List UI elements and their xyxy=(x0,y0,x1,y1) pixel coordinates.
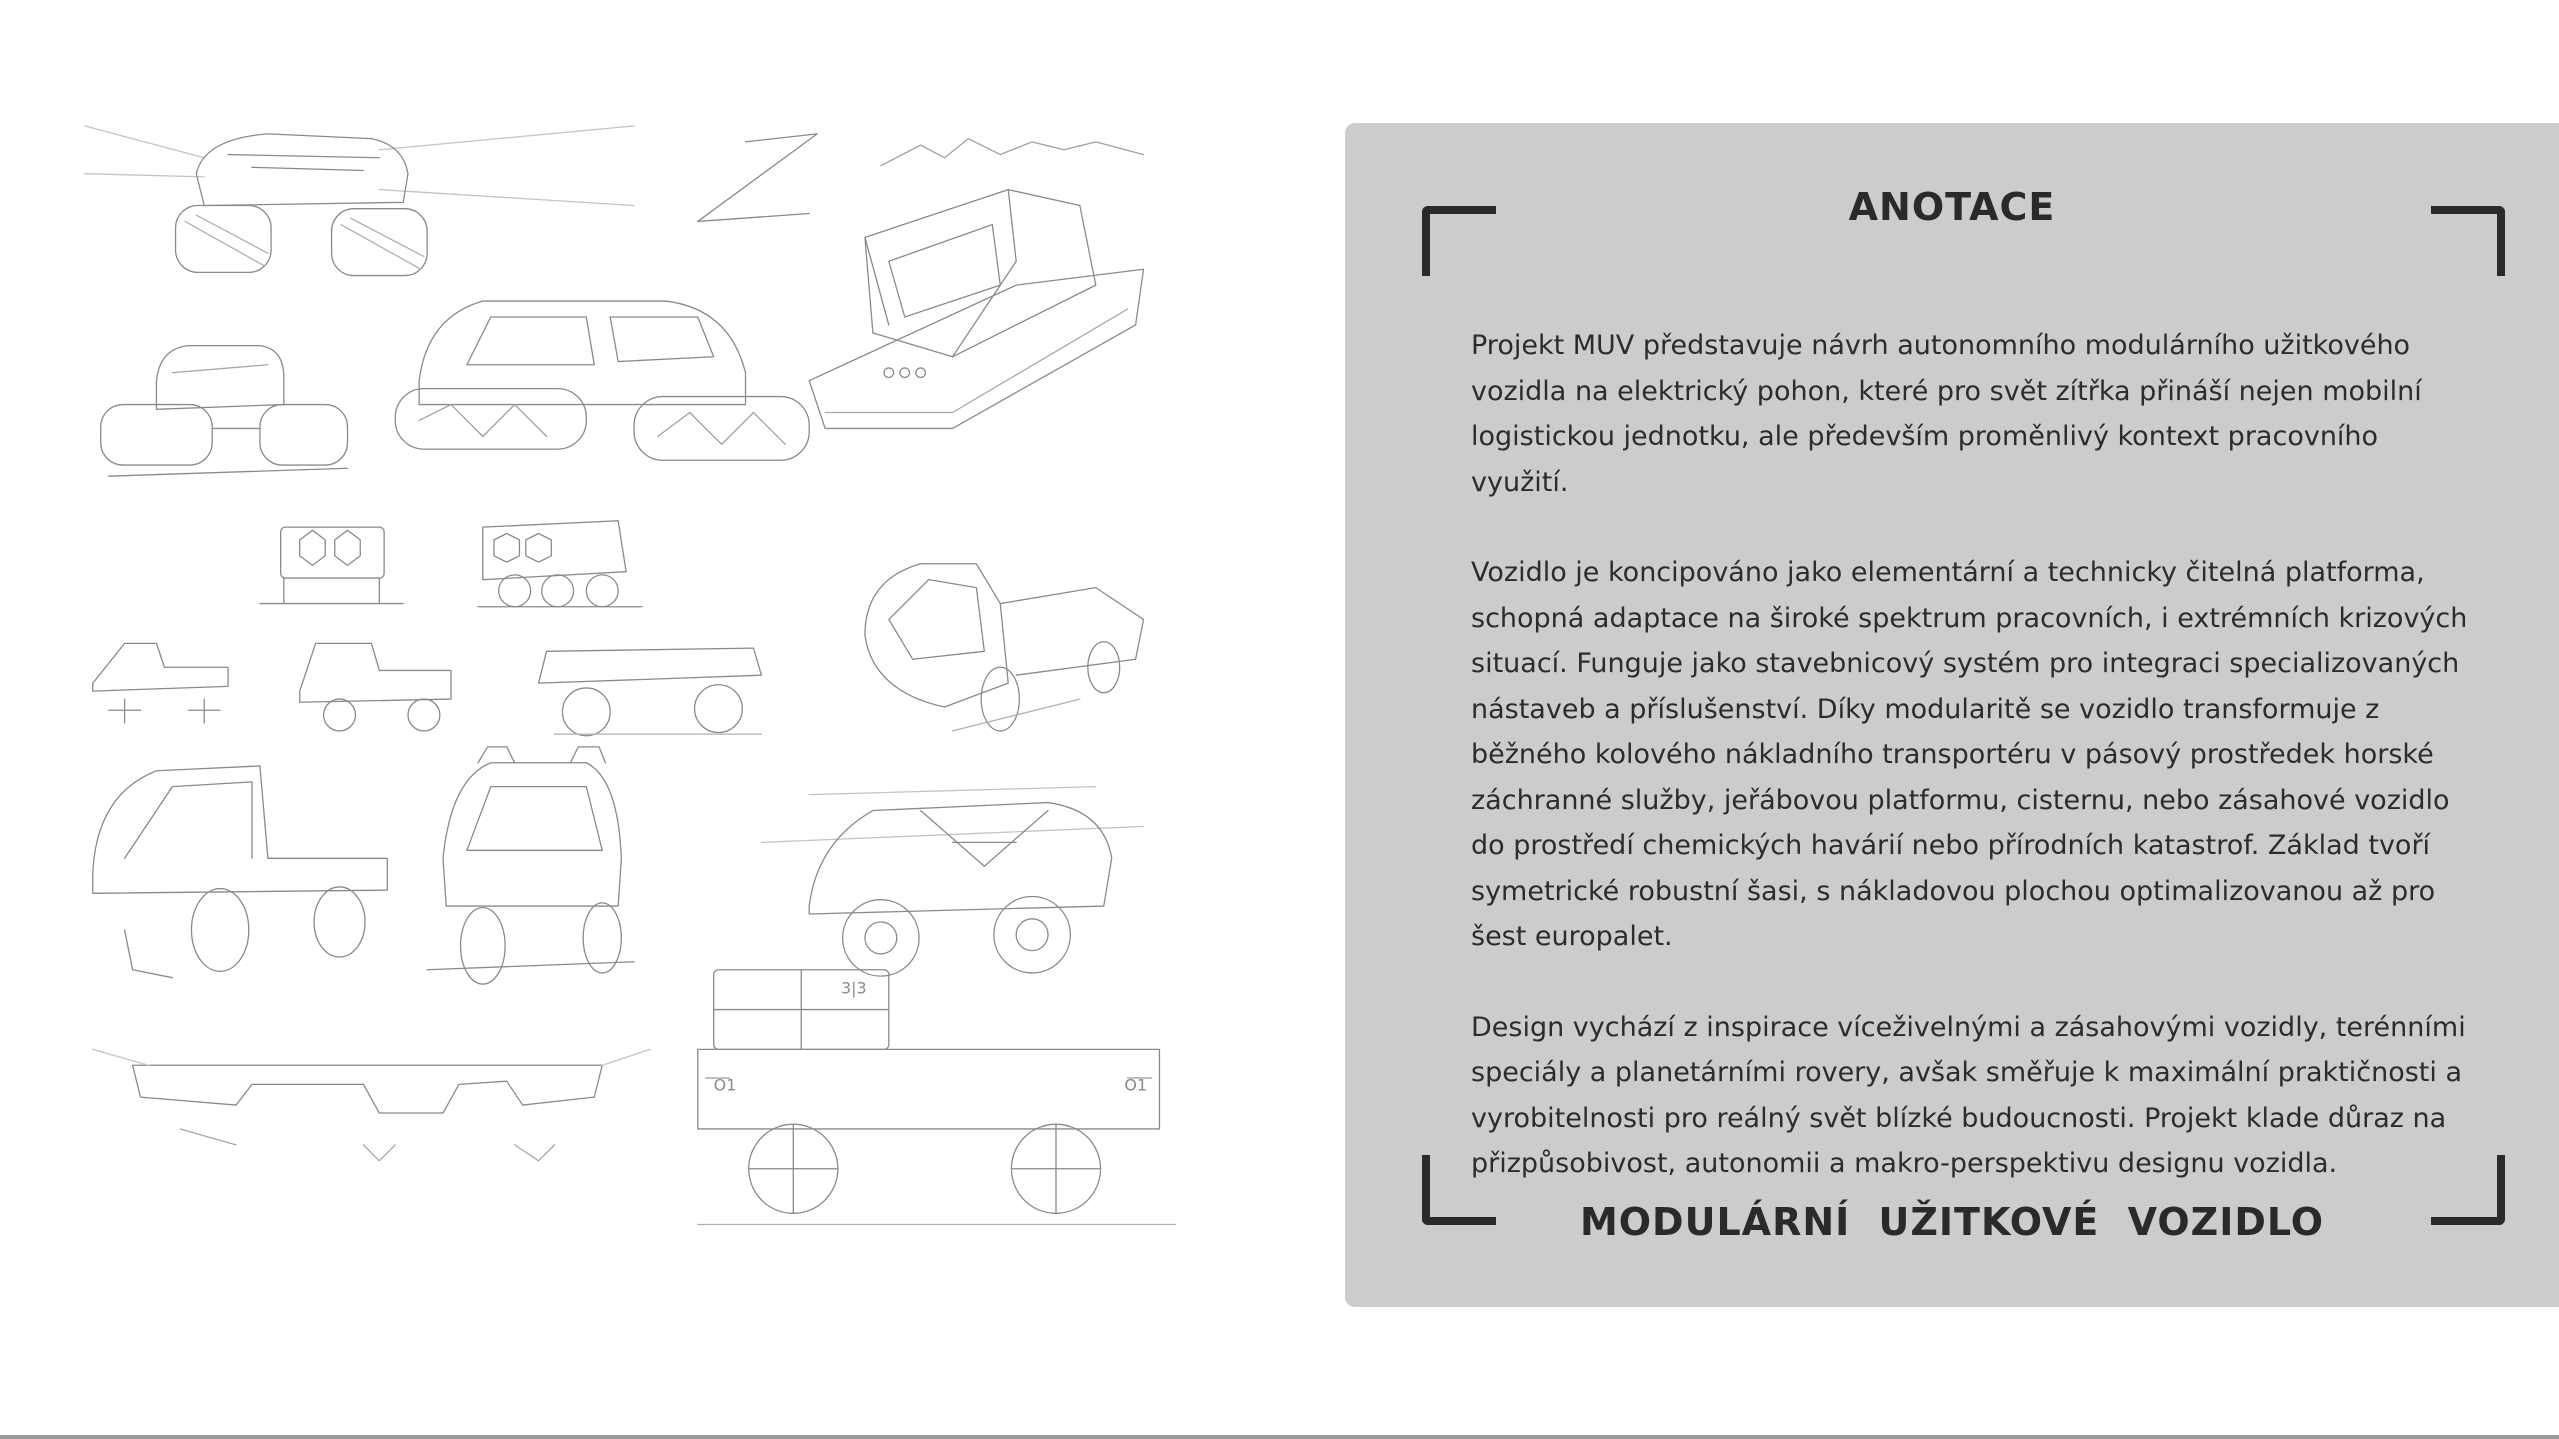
sketch-rover xyxy=(761,787,1143,976)
project-title: MODULÁRNÍ UŽITKOVÉ VOZIDLO xyxy=(1579,1200,2325,1244)
annotation-panel xyxy=(1345,123,2559,1307)
sketch-tracked-twin-pod xyxy=(85,126,634,276)
sketch-canvas xyxy=(60,110,1240,1320)
sketch-tracked-car xyxy=(395,301,809,460)
sketch-flatbed-crate xyxy=(698,970,1176,1225)
annotation-paragraph-1: Projekt MUV představuje návrh autonomního modulárního užitkového vozidla na elektrický pohon, které pro svět zítřka přináší nejen mobilní logistickou jednotku, ale především proměnlivý kontext pracovního využití. xyxy=(1471,330,2422,498)
sketch-hex-module xyxy=(260,527,403,603)
sketch-six-wheel-carrier xyxy=(478,521,642,607)
sketch-tracked-box-vehicle xyxy=(809,190,1143,429)
bottom-divider xyxy=(0,1435,2559,1439)
vehicle-sketches-collage xyxy=(60,110,1240,1320)
sketch-label-o1-left: O1 xyxy=(713,1075,737,1095)
sketch-label-o1-right: O1 xyxy=(1124,1075,1148,1095)
sketch-pickup-offroad xyxy=(865,564,1144,731)
sketch-mountains xyxy=(881,139,1144,166)
sketch-mini-trucks xyxy=(93,643,762,735)
sketch-small-tracked-vehicle xyxy=(101,346,348,477)
annotation-paragraph-3: Design vychází z inspirace víceživelnými a zásahovými vozidly, terénními speciály a planetárními rovery, avšak směřuje k maximální praktičnosti a vyrobitelnosti pro reálný svět blízké budoucnosti. Projekt klade důraz na přizpůsobivost, autonomii a makro-perspektivu designu vozidla. xyxy=(1471,1011,2466,1179)
annotation-paragraph-2: Vozidlo je koncipováno jako elementární a technicky čitelná platforma, schopná adaptace na široké spektrum pracovních, i extrémních krizových situací. Funguje jako stavebnicový systém pro integraci specializovaných nástaveb a příslušenství. Díky modularitě se vozidlo transformuje z běžného kolového nákladního transportéru v pásový prostředek horské záchranné služby, jeřábovou platformu, cisternu, nebo zásahové vozidlo do prostředí chemických havárií nebo přírodních katastrof. Základ tvoří symetrické robustní šasi, s nákladovou plochou optimalizovanou až pro šest europalet. xyxy=(1471,557,2468,952)
sketch-flat-chassis xyxy=(93,1049,650,1160)
annotation-heading: ANOTACE xyxy=(1848,185,2056,229)
sketch-hex-cab xyxy=(427,747,634,984)
annotation-body xyxy=(1471,323,2481,1232)
sketch-zigzag-line xyxy=(698,134,817,222)
sketch-cab-truck xyxy=(93,766,388,978)
sketch-label-crate: 3|3 xyxy=(841,978,867,998)
